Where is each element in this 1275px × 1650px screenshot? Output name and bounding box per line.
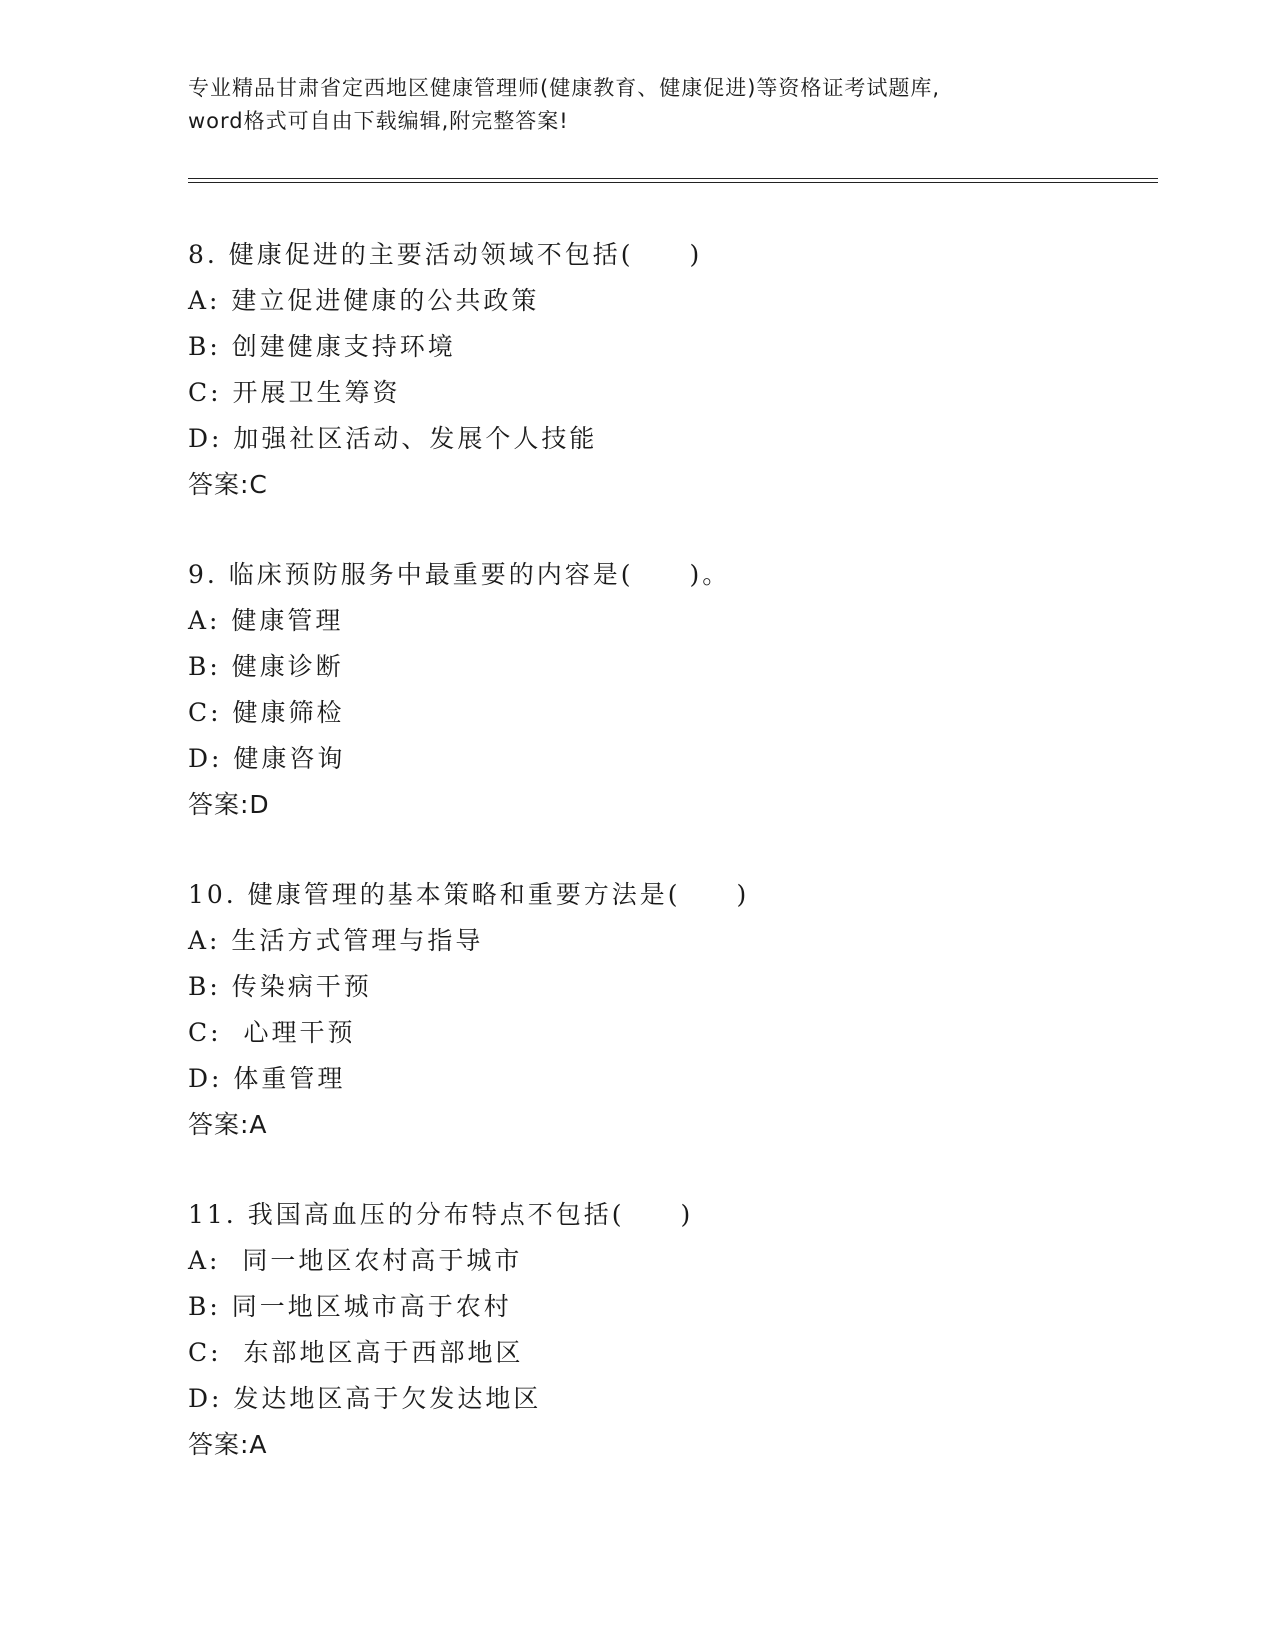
- option-c: C: 东部地区高于西部地区: [188, 1338, 524, 1367]
- option-d: D: 加强社区活动、发展个人技能: [188, 424, 598, 453]
- option-d: D: 体重管理: [188, 1064, 346, 1093]
- question-list: [188, 232, 1148, 1512]
- option-b: B: 创建健康支持环境: [188, 332, 456, 361]
- answer: 答案:C: [188, 470, 268, 499]
- document-header: [188, 72, 1068, 138]
- option-a: A: 同一地区农村高于城市: [188, 1246, 523, 1275]
- question-11: [188, 1192, 1148, 1512]
- header-line-1: 专业精品甘肃省定西地区健康管理师(健康教育、健康促进)等资格证考试题库,: [188, 76, 941, 100]
- question-stem: 10. 健康管理的基本策略和重要方法是( ): [188, 880, 750, 909]
- option-c: C: 心理干预: [188, 1018, 356, 1047]
- option-d: D: 发达地区高于欠发达地区: [188, 1384, 542, 1413]
- option-c: C: 健康筛检: [188, 698, 345, 727]
- option-a: A: 生活方式管理与指导: [188, 926, 484, 955]
- question-stem: 11. 我国高血压的分布特点不包括( ): [188, 1200, 694, 1229]
- option-b: B: 同一地区城市高于农村: [188, 1292, 512, 1321]
- header-divider: [188, 178, 1158, 183]
- option-c: C: 开展卫生筹资: [188, 378, 401, 407]
- question-stem: 8. 健康促进的主要活动领域不包括( ): [188, 240, 703, 269]
- answer: 答案:A: [188, 1110, 268, 1139]
- question-9: [188, 552, 1148, 872]
- answer: 答案:D: [188, 790, 270, 819]
- option-b: B: 传染病干预: [188, 972, 372, 1001]
- question-stem: 9. 临床预防服务中最重要的内容是( )。: [188, 560, 731, 589]
- option-a: A: 建立促进健康的公共政策: [188, 286, 540, 315]
- question-10: [188, 872, 1148, 1192]
- option-d: D: 健康咨询: [188, 744, 346, 773]
- answer: 答案:A: [188, 1430, 268, 1459]
- option-b: B: 健康诊断: [188, 652, 344, 681]
- option-a: A: 健康管理: [188, 606, 344, 635]
- header-line-2: word格式可自由下载编辑,附完整答案!: [188, 109, 569, 133]
- question-8: [188, 232, 1148, 552]
